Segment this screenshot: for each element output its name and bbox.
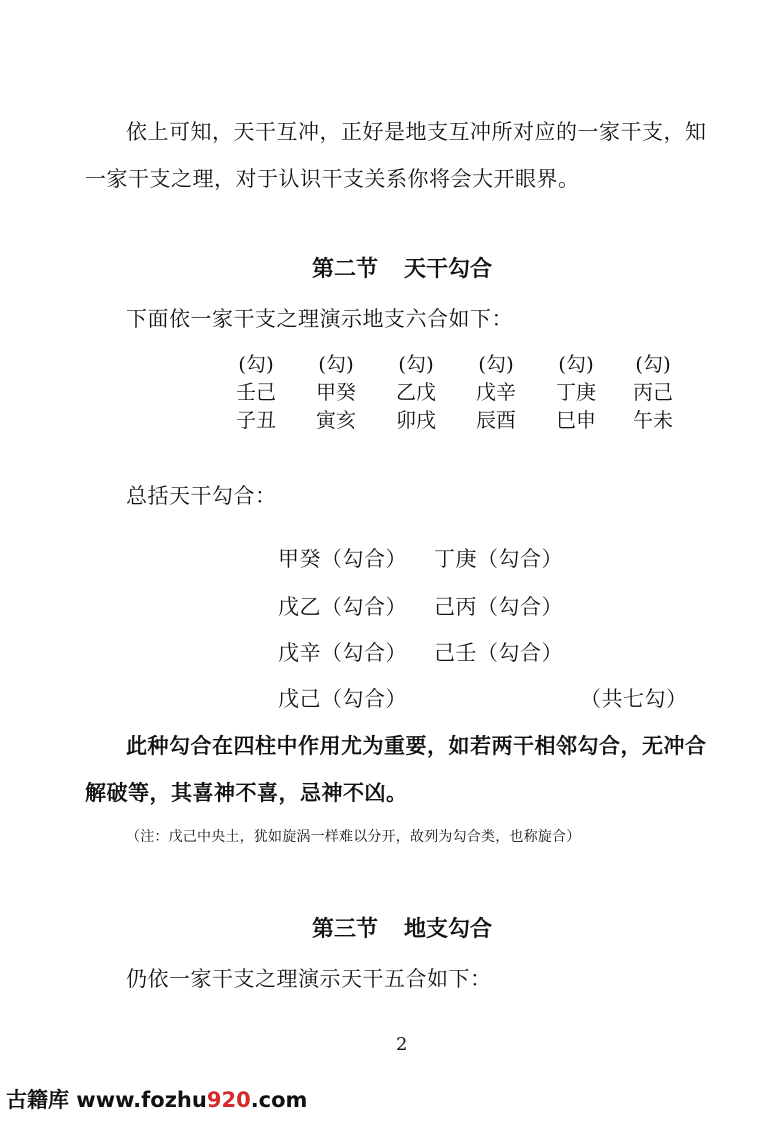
pair-column (218, 350, 294, 434)
section-heading-2 (312, 252, 492, 283)
pair-label: (勾) (318, 352, 354, 376)
paragraph-line-2: 一家干支之理，对于认识干支关系你将会大开眼界。 (85, 167, 580, 191)
pair-stems: 戊辛 (476, 380, 516, 404)
pair-label: (勾) (558, 352, 594, 376)
summary-left-1: 甲癸（勾合） (278, 547, 407, 571)
pair-branches: 午未 (633, 408, 673, 432)
pair-label: (勾) (478, 352, 514, 376)
paragraph-line-1: 依上可知，天干互冲，正好是地支互冲所对应的一家干支，知 (126, 120, 707, 144)
section-title: 天干勾合 (404, 256, 493, 282)
pair-column (378, 350, 454, 434)
pair-stems: 丙己 (633, 380, 673, 404)
pair-branches: 卯戌 (396, 408, 436, 432)
pair-label: (勾) (398, 352, 434, 376)
section-number: 第三节 (312, 916, 379, 942)
watermark-number: 920 (206, 1088, 251, 1112)
summary-right-1: 丁庚（勾合） (434, 547, 563, 571)
summary-total: （共七勾） (580, 687, 688, 711)
page-number: 2 (396, 1034, 408, 1055)
section-title: 地支勾合 (404, 916, 493, 942)
paragraph-line-4: 解破等，其喜神不喜，忌神不凶。 (85, 780, 408, 805)
summary-left-3: 戊辛（勾合） (278, 641, 407, 665)
pair-stems: 丁庚 (556, 380, 596, 404)
pair-stems: 乙戊 (396, 380, 436, 404)
watermark-suffix: .com (250, 1088, 308, 1112)
pair-stems: 甲癸 (316, 380, 356, 404)
section-heading-3 (312, 912, 492, 943)
pair-column (298, 350, 374, 434)
section3-intro: 仍依一家干支之理演示天干五合如下： (126, 967, 492, 991)
summary-left-4: 戊己（勾合） (278, 687, 407, 711)
pair-column (538, 350, 614, 434)
section-intro: 下面依一家干支之理演示地支六合如下： (126, 307, 513, 331)
pair-branches: 辰酉 (476, 408, 516, 432)
summary-right-2: 己丙（勾合） (434, 595, 563, 619)
pair-column (458, 350, 534, 434)
pair-branches: 巳申 (556, 408, 596, 432)
watermark-prefix: 古籍库 www.fozhu (6, 1088, 207, 1112)
pair-branches: 子丑 (236, 408, 276, 432)
section-number: 第二节 (312, 256, 379, 282)
pair-branches: 寅亥 (316, 408, 356, 432)
summary-left-2: 戊乙（勾合） (278, 595, 407, 619)
footnote: （注：戊己中央土，犹如旋涡一样难以分开，故列为勾合类，也称旋合） (126, 829, 581, 845)
summary-title: 总括天干勾合： (126, 484, 277, 508)
watermark (6, 1084, 307, 1114)
pair-label: (勾) (635, 352, 671, 376)
summary-right-3: 己壬（勾合） (434, 641, 563, 665)
pair-label: (勾) (238, 352, 274, 376)
pair-stems: 壬己 (236, 380, 276, 404)
pair-column (615, 350, 691, 434)
paragraph-line-3: 此种勾合在四柱中作用尤为重要，如若两干相邻勾合，无冲合 (126, 733, 707, 758)
